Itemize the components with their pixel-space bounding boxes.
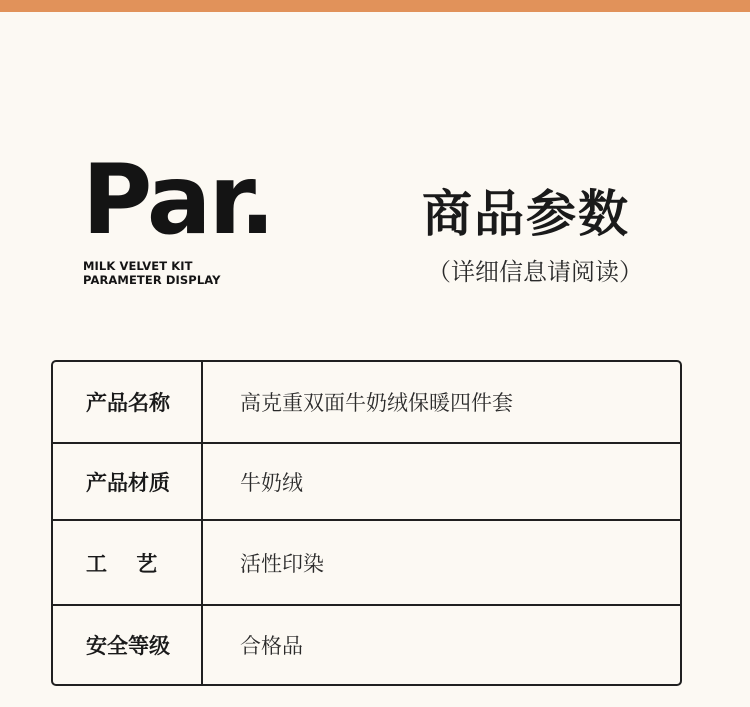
param-value: 牛奶绒 [240,470,303,495]
english-subtitle-line-2: PARAMETER DISPLAY [83,273,221,287]
table-row [53,521,680,606]
english-subtitle-line-1: MILK VELVET KIT [83,259,193,273]
table-row [53,362,680,444]
param-label: 安全等级 [53,606,203,684]
table-row [53,606,680,684]
page-title: 商品参数 [422,185,630,243]
page-subtitle: （详细信息请阅读） [427,258,643,286]
top-accent-bar [0,0,750,12]
english-subtitle [83,259,221,287]
param-value: 合格品 [240,634,303,658]
table-row [53,444,680,521]
param-label: 产品名称 [53,362,203,442]
parameter-table [51,360,682,686]
param-label: 工 艺 [53,521,203,604]
param-label: 产品材质 [53,444,203,519]
param-value: 高克重双面牛奶绒保暖四件套 [240,391,513,415]
logo-text: Par. [82,144,273,256]
param-value: 活性印染 [240,551,324,576]
